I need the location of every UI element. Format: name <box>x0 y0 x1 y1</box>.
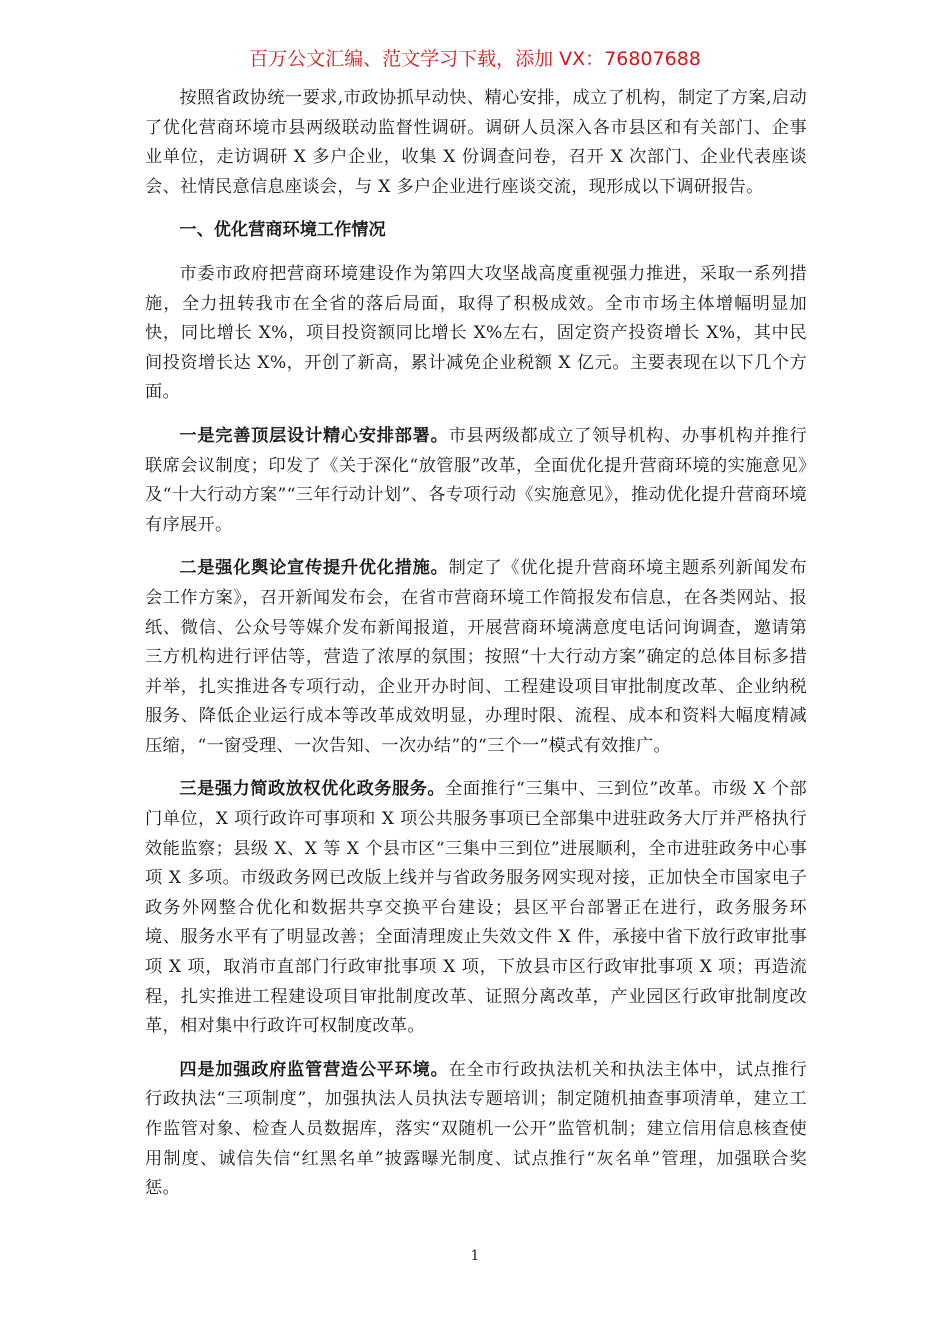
point-body-2: 制定了《优化提升营商环境主题系列新闻发布会工作方案》，召开新闻发布会，在省市营商环境工作简报发布信息，在各类网站、报纸、微信、公众号等媒介发布新闻报道，开展营商环境满意度电话问询调查，邀请第三方机构进行评估等，营造了浓厚的氛围；按照“十大行动方案”确定的总体目标多措并举，扎实推进各专项行动，企业开办时间、工程建设项目审批制度改革、企业纳税服务、降低企业运行成本等改革成效明显，办理时限、流程、成本和资料大幅度精减压缩，“一窗受理、一次告知、一次办结”的“三个一”模式有效推广。 <box>145 558 807 756</box>
document-body <box>145 84 807 1218</box>
point-lead-1: 一是完善顶层设计精心安排部署。 <box>179 425 449 446</box>
page-number: 1 <box>470 1248 480 1264</box>
section-paragraph: 市委市政府把营商环境建设作为第四大攻坚战高度重视强力推进，采取一系列措施，全力扭转我市在全省的落后局面，取得了积极成效。全市市场主体增幅明显加快，同比增长 X%，项目投资额同比增长 X%左右，固定资产投资增长 X%，其中民间投资增长达 X%，开创了新高，累计减免企业税额 X 亿元。主要表现在以下几个方面。 <box>145 263 807 403</box>
section-heading: 一、优化营商环境工作情况 <box>179 220 386 241</box>
header-banner: 百万公文汇编、范文学习下载，添加 VX：76807688 <box>249 48 701 70</box>
point-lead-3: 三是强力简政放权优化政务服务。 <box>179 779 446 800</box>
point-paragraph-2 <box>145 554 807 761</box>
point-body-3: 全面推行“三集中、三到位”改革。市级 X 个部门单位，X 项行政许可事项和 X 项公共服务事项已全部集中进驻政务大厅并严格执行效能监察；县级 X、X 等 X 个县市区“三集中三到位”进展顺利，全市进驻政务中心事项 X 多项。市级政务网已改版上线并与省政务服务网实现对接，正加快全市国家电子政务外网整合优化和数据共享交换平台建设；县区平台部署正在进行，政务服务环境、服务水平有了明显改善；全面清理废止失效文件 X 件，承接中省下放行政审批事项 X 项，取消市直部门行政审批事项 X 项，下放县市区行政审批事项 X 项；再造流程，扎实推进工程建设项目审批制度改革、证照分离改革，产业园区行政审批制度改革，相对集中行政许可权制度改革。 <box>145 779 807 1037</box>
point-paragraph-3 <box>145 775 807 1041</box>
point-body-4: 在全市行政执法机关和执法主体中，试点推行行政执法“三项制度”，加强执法人员执法专题培训；制定随机抽查事项清单，建立工作监管对象、检查人员数据库，落实“双随机一公开”监管机制；建立信用信息核查使用制度、诚信失信“红黑名单”披露曝光制度、试点推行“灰名单”管理，加强联合奖惩。 <box>145 1059 807 1199</box>
point-lead-2: 二是强化舆论宣传提升优化措施。 <box>179 558 449 579</box>
point-body-1: 市县两级都成立了领导机构、办事机构并推行联席会议制度；印发了《关于深化“放管服”改革，全面优化提升营商环境的实施意见》及“十大行动方案”“三年行动计划”、各专项行动《实施意见》，推动优化提升营商环境有序展开。 <box>145 425 807 535</box>
point-lead-4: 四是加强政府监管营造公平环境。 <box>179 1059 449 1080</box>
point-paragraph-4 <box>145 1056 807 1204</box>
point-paragraph-1 <box>145 422 807 540</box>
intro-paragraph: 按照省政协统一要求,市政协抓早动快、精心安排，成立了机构，制定了方案,启动了优化营商环境市县两级联动监督性调研。调研人员深入各市县区和有关部门、企事业单位，走访调研 X 多户企业，收集 X 份调查问卷，召开 X 次部门、企业代表座谈会、社情民意信息座谈会，与 X 多户企业进行座谈交流，现形成以下调研报告。 <box>145 88 807 197</box>
